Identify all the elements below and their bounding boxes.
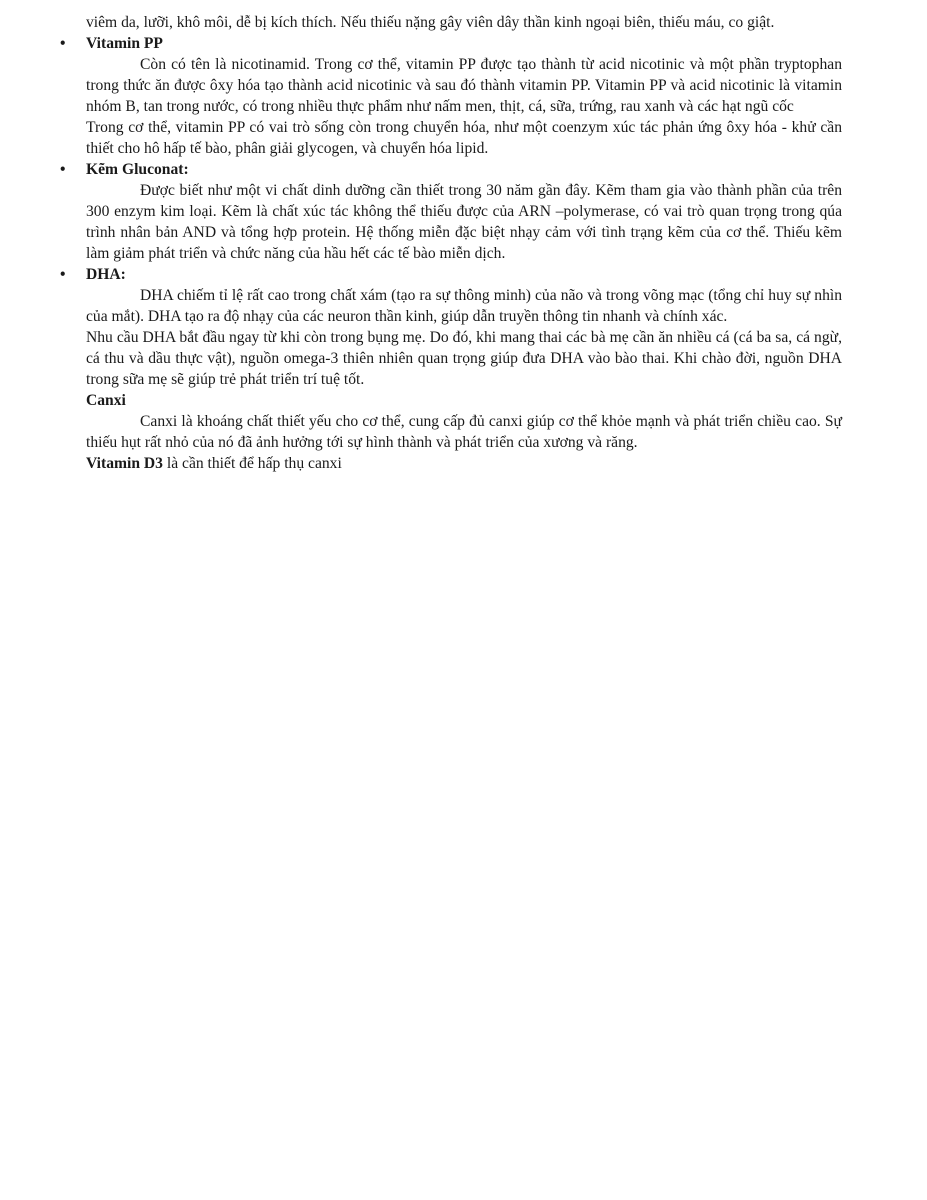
canxi-heading: Canxi — [86, 392, 126, 409]
dha-paragraph-2: Nhu cầu DHA bắt đầu ngay từ khi còn trong bụng mẹ. Do đó, khi mang thai các bà mẹ cần ăn nhiều cá (cá ba sa, cá ngừ, cá thu và dầu thực vật), nguồn omega-3 thiên nhiên quan trọng giúp đưa DHA vào bào thai. Khi chào đời, nguồn DHA trong sữa mẹ sẽ giúp trẻ phát triển trí tuệ tốt. — [86, 329, 842, 388]
bullet-icon: • — [60, 266, 66, 283]
kem-gluconat-heading-text: Kẽm Gluconat: — [86, 161, 189, 178]
vitamin-pp-heading-text: Vitamin PP — [86, 35, 163, 52]
bullet-icon: • — [60, 161, 66, 178]
dha-heading-text: DHA: — [86, 266, 126, 283]
vitamin-d3-label: Vitamin D3 — [86, 455, 163, 472]
kem-gluconat-paragraph: Được biết như một vi chất dinh dưỡng cần thiết trong 30 năm gần đây. Kẽm tham gia vào thành phần của trên 300 enzym kim loại. Kẽm là chất xúc tác không thể thiếu được của ARN –polymerase, có vai trò quan trọng trong qúa trình nhân bản AND và tổng hợp protein. Hệ thống miễn đặc biệt nhạy cảm với tình trạng kẽm của cơ thể. Thiếu kẽm làm giảm phát triển và chức năng của hầu hết các tế bào miễn dịch. — [86, 182, 842, 262]
intro-continuation-paragraph: viêm da, lưỡi, khô môi, dễ bị kích thích. Nếu thiếu nặng gây viên dây thần kinh ngoại biên, thiếu máu, co giật. — [86, 14, 775, 31]
vitamin-pp-paragraph-1: Còn có tên là nicotinamid. Trong cơ thể, vitamin PP được tạo thành từ acid nicotinic và một phần tryptophan trong thức ăn được ôxy hóa tạo thành acid nicotinic và sau đó thành vitamin PP. Vitamin PP và acid nicotinic là vitamin nhóm B, tan trong nước, có trong nhiều thực phẩm như nấm men, thịt, cá, sữa, trứng, rau xanh và các hạt ngũ cốc — [86, 56, 842, 115]
vitamin-d3-paragraph — [86, 453, 842, 474]
document-page — [60, 12, 842, 474]
vitamin-pp-paragraph-2: Trong cơ thể, vitamin PP có vai trò sống còn trong chuyển hóa, như một coenzym xúc tác phản ứng ôxy hóa - khử cần thiết cho hô hấp tế bào, phân giải glycogen, và chuyển hóa lipid. — [86, 119, 842, 157]
kem-gluconat-heading — [60, 159, 842, 180]
vitamin-pp-heading — [60, 33, 842, 54]
dha-paragraph-1: DHA chiếm tỉ lệ rất cao trong chất xám (tạo ra sự thông minh) của não và trong võng mạc (tổng chỉ huy sự nhìn của mắt). DHA tạo ra độ nhạy của các neuron thần kinh, giúp dẫn truyền thông tin nhanh và chính xác. — [86, 287, 842, 325]
canxi-paragraph: Canxi là khoáng chất thiết yếu cho cơ thể, cung cấp đủ canxi giúp cơ thể khỏe mạnh và phát triển chiều cao. Sự thiếu hụt rất nhỏ của nó đã ảnh hưởng tới sự hình thành và phát triển của xương và răng. — [86, 413, 842, 451]
dha-heading — [60, 264, 842, 285]
vitamin-d3-text: là cần thiết để hấp thụ canxi — [162, 455, 342, 472]
bullet-icon: • — [60, 35, 66, 52]
